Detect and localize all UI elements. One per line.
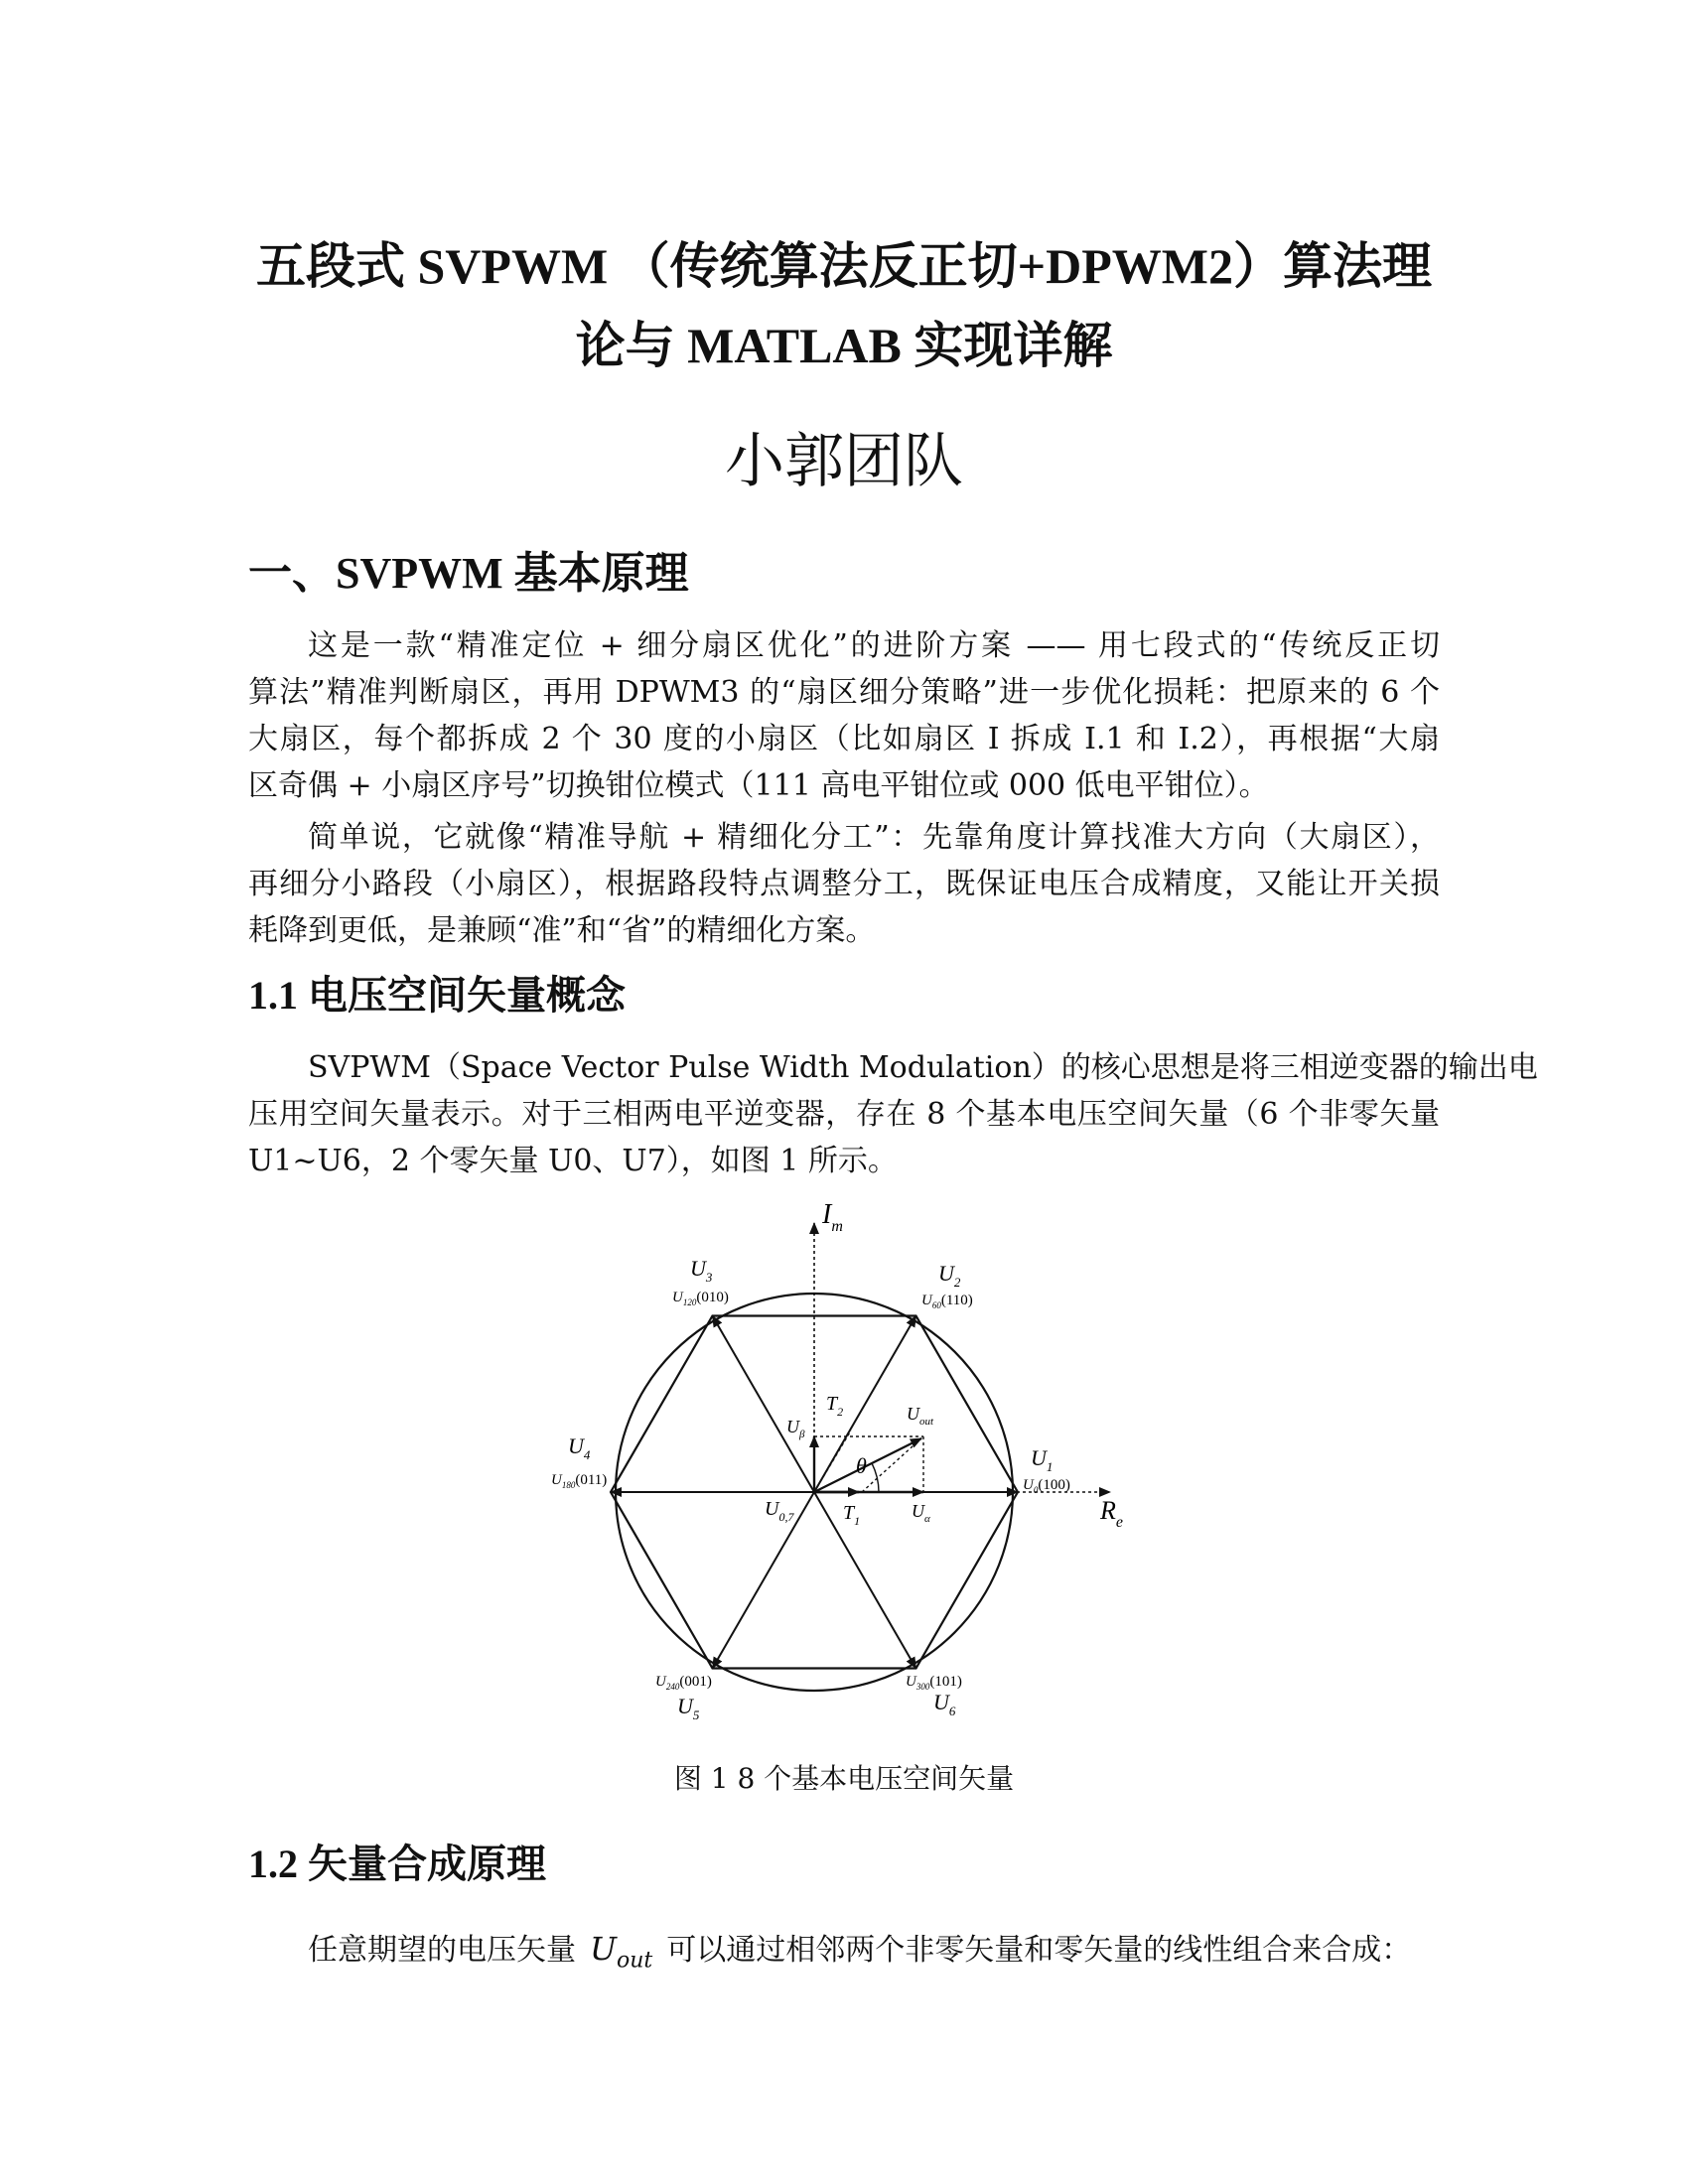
section-heading-1-2: 1.2 矢量合成原理	[248, 1842, 546, 1886]
ualpha-label: $U_\alpha$	[912, 1501, 930, 1525]
u2-name-label: $U_2$	[938, 1261, 961, 1290]
u3-code-label: $U_{120}(010)$	[672, 1290, 729, 1307]
sentence-text-before: 任意期望的电压矢量	[308, 1933, 576, 1968]
imag-axis-label: $I_m$	[822, 1199, 843, 1235]
paragraph-line: 大扇区，每个都拆成 2 个 30 度的小扇区（比如扇区 I 拆成 I.1 和 I.2），再根据“大扇	[248, 722, 1440, 756]
sentence-text-after: 可以通过相邻两个非零矢量和零矢量的线性组合来合成：	[666, 1933, 1412, 1968]
u1-code-label: $U_0(100)$	[1023, 1477, 1070, 1495]
u1-name-label: $U_1$	[1031, 1445, 1054, 1474]
theta-label: θ	[856, 1453, 867, 1478]
u3-name-label: $U_3$	[690, 1256, 713, 1285]
intro-paragraph-1	[248, 622, 1440, 809]
section-heading-1: 一、SVPWM 基本原理	[248, 549, 689, 598]
document-title-line-2: 论与 MATLAB 实现详解	[575, 318, 1113, 373]
paragraph-line: 压用空间矢量表示。对于三相两电平逆变器，存在 8 个基本电压空间矢量（6 个非零矢量	[248, 1097, 1440, 1132]
author-team: 小郭团队	[725, 427, 963, 496]
uout-math-symbol: $U_{out}$	[590, 1930, 653, 1974]
u5-name-label: $U_5$	[677, 1694, 700, 1722]
synthesis-sentence	[308, 1926, 1411, 1983]
paragraph-line: SVPWM（Space Vector Pulse Width Modulation）的核心思想是将三相逆变器的输出电	[308, 1050, 1538, 1085]
u6-code-label: $U_{300}(101)$	[906, 1674, 962, 1692]
u2-code-label: $U_{60}(110)$	[921, 1293, 973, 1310]
t1-label: $T_1$	[843, 1502, 861, 1528]
space-vector-diagram	[536, 1191, 1152, 1737]
paragraph-line: 算法”精准判断扇区，再用 DPWM3 的“扇区细分策略”进一步优化损耗：把原来的 6 个	[248, 675, 1440, 710]
ubeta-label: $U_\beta$	[786, 1417, 805, 1440]
concept-paragraph	[248, 1044, 1538, 1184]
vector-u3	[713, 1316, 815, 1493]
figure-caption: 图 1 8 个基本电压空间矢量	[673, 1762, 1015, 1795]
intro-paragraph-2	[248, 814, 1440, 954]
paragraph-line: 再细分小路段（小扇区），根据路段特点调整分工，既保证电压合成精度，又能让开关损	[248, 867, 1440, 901]
paragraph-line: 区奇偶 + 小扇区序号”切换钳位模式（111 高电平钳位或 000 低电平钳位）。	[248, 768, 1269, 803]
u4-name-label: $U_4$	[568, 1433, 591, 1462]
uout-label: $U_{out}$	[907, 1404, 934, 1428]
paragraph-line: U1~U6，2 个零矢量 U0、U7），如图 1 所示。	[248, 1144, 898, 1178]
document-title-line-1: 五段式 SVPWM （传统算法反正切+DPWM2）算法理	[256, 238, 1432, 294]
paragraph-line: 耗降到更低，是兼顾“准”和“省”的精细化方案。	[248, 913, 876, 948]
u6-name-label: $U_6$	[933, 1690, 956, 1718]
u5-code-label: $U_{240}(001)$	[655, 1674, 712, 1692]
t2-label: $T_2$	[826, 1393, 844, 1419]
real-axis-label: $R_e$	[1100, 1496, 1123, 1531]
paragraph-line: 这是一款“精准定位 + 细分扇区优化”的进阶方案 —— 用七段式的“传统反正切	[308, 628, 1440, 663]
section-heading-1-1: 1.1 电压空间矢量概念	[248, 973, 626, 1018]
theta-arc	[872, 1463, 879, 1492]
paragraph-line: 简单说，它就像“精准导航 + 精细化分工”：先靠角度计算找准大方向（大扇区），	[308, 820, 1440, 855]
zero-vector-label: $U_{0,7}$	[765, 1498, 794, 1524]
vector-u5	[713, 1492, 815, 1669]
u4-code-label: $U_{180}(011)$	[551, 1472, 608, 1490]
vector-u6	[814, 1492, 916, 1669]
